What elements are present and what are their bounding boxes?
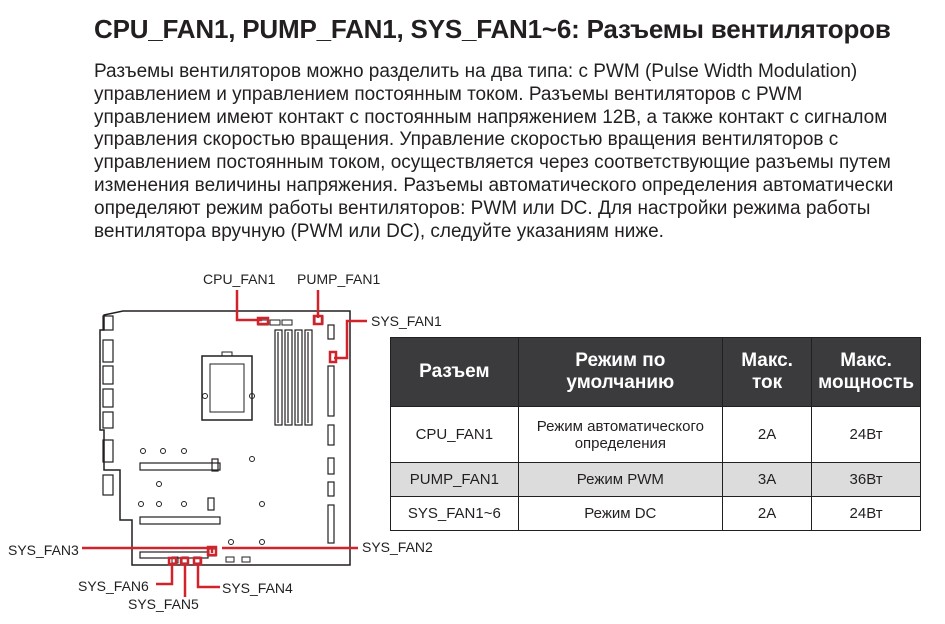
header-default-mode: Режим по умолчанию [518, 338, 722, 407]
label-cpu-fan1: CPU_FAN1 [203, 271, 276, 287]
cell-max-current: 2A [722, 407, 811, 463]
label-sys-fan1: SYS_FAN1 [371, 313, 442, 329]
description-paragraph: Разъемы вентиляторов можно разделить на два типа: с PWM (Pulse Width Modulation) управлением и управлением постоянным током. Разъемы вентиляторов с PWM управлением имеют контакт с постоянным напряжением 12В, а также контакт с сигналом управления скоростью вращения. Управление скоростью вращения вентиляторов с управлением постоянным током, осуществляется через соответствующие разъемы путем изменения величины напряжения. Разъемы автоматического определения автоматически определяют режим работы вентиляторов: PWM или DC. Для настройки режима работы вентилятора вручную (PWM или DC), следуйте указаниям ниже. [94, 61, 894, 242]
table-header-row [391, 338, 921, 407]
header-connector: Разъем [391, 338, 519, 407]
fan-specs-table [390, 337, 921, 531]
cell-max-current: 2A [722, 497, 811, 531]
cell-max-current: 3A [722, 463, 811, 497]
cell-connector: CPU_FAN1 [391, 407, 519, 463]
label-pump-fan1: PUMP_FAN1 [297, 271, 381, 287]
cell-max-power: 36Вт [812, 463, 921, 497]
cell-max-power: 24Вт [812, 407, 921, 463]
cell-max-power: 24Вт [812, 497, 921, 531]
cell-connector: PUMP_FAN1 [391, 463, 519, 497]
label-sys-fan5: SYS_FAN5 [128, 596, 199, 612]
label-sys-fan6: SYS_FAN6 [78, 578, 149, 594]
label-sys-fan4: SYS_FAN4 [222, 580, 293, 596]
cell-default-mode: Режим DC [518, 497, 722, 531]
header-max-power: Макс. мощность [812, 338, 921, 407]
cell-default-mode: Режим PWM [518, 463, 722, 497]
page-title: CPU_FAN1, PUMP_FAN1, SYS_FAN1~6: Разъемы вентиляторов [94, 14, 891, 44]
header-max-current: Макс. ток [722, 338, 811, 407]
cell-connector: SYS_FAN1~6 [391, 497, 519, 531]
table-row [391, 497, 921, 531]
label-sys-fan3: SYS_FAN3 [8, 542, 79, 558]
table-row [391, 463, 921, 497]
cell-default-mode: Режим автоматического определения [518, 407, 722, 463]
label-sys-fan2: SYS_FAN2 [362, 539, 433, 555]
table-row [391, 407, 921, 463]
